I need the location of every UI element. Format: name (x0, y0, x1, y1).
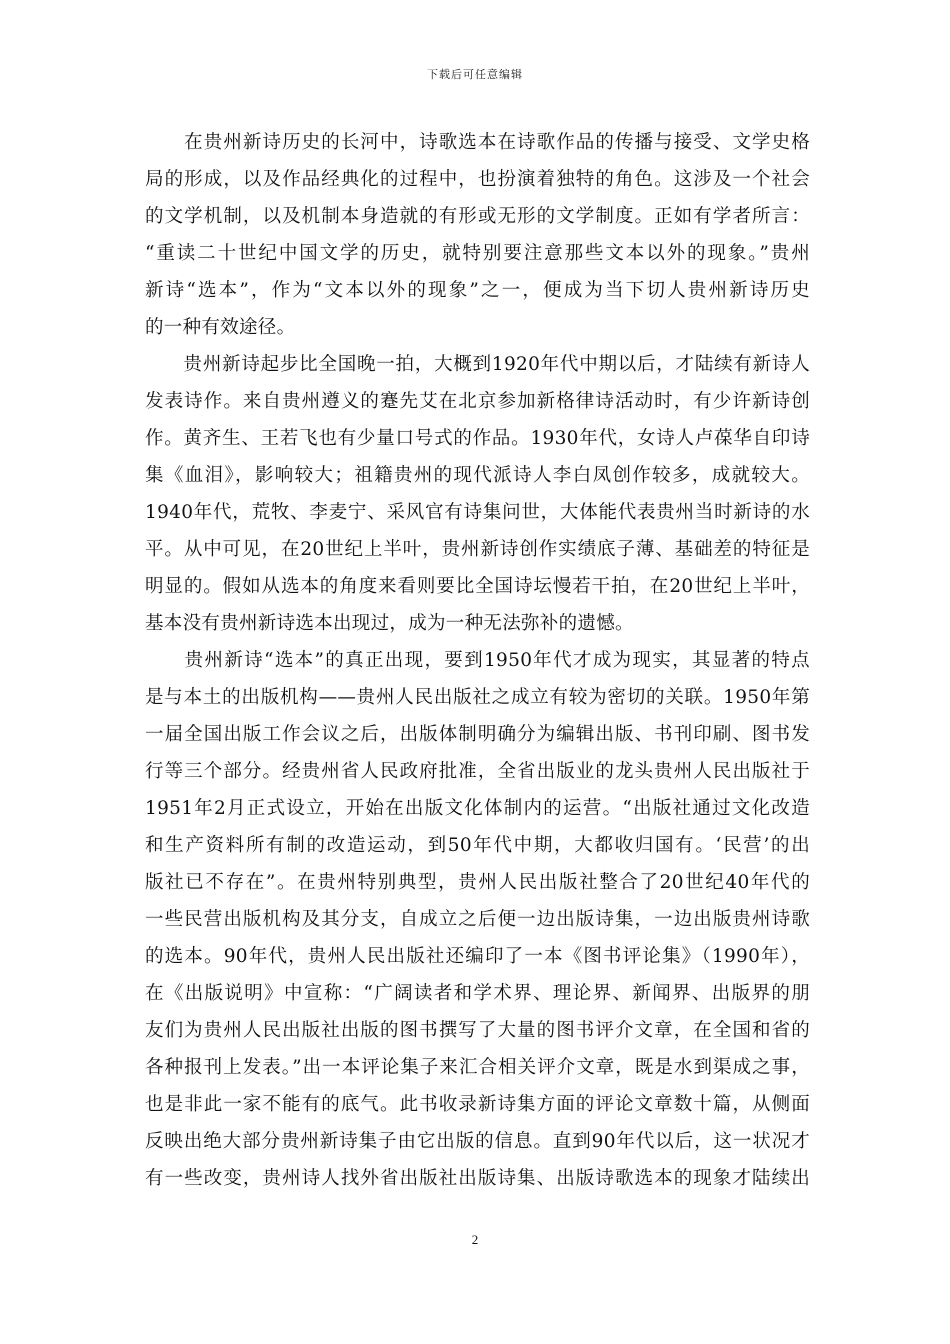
text-line: 贵州新诗起步比全国晚一拍，大概到1920年代中期以后，才陆续有新诗人 (145, 354, 810, 375)
text-line: 各种报刊上发表。”出一本评论集子来汇合相关评介文章，既是水到渠成之事， (145, 1057, 810, 1078)
paragraph-1 (145, 124, 810, 346)
text-line: 版社已不存在”。在贵州特别典型，贵州人民出版社整合了20世纪40年代的 (145, 872, 810, 893)
text-line: 在《出版说明》中宣称：“广阔读者和学术界、理论界、新闻界、出版界的朋 (145, 983, 810, 1004)
page-number: 2 (471, 1232, 479, 1247)
page-header: 下载后可任意编辑 (427, 68, 523, 81)
text-line: 平。从中可见，在20世纪上半叶，贵州新诗创作实绩底子薄、基础差的特征是 (145, 539, 810, 560)
text-line: 友们为贵州人民出版社出版的图书撰写了大量的图书评介文章，在全国和省的 (145, 1020, 810, 1041)
paragraph-2 (145, 346, 810, 642)
text-line: 基本没有贵州新诗选本出现过，成为一种无法弥补的遗憾。 (145, 613, 634, 634)
text-line: 1940年代，荒牧、李麦宁、采风官有诗集问世，大体能代表贵州当时新诗的水 (145, 502, 810, 523)
text-line: 作。黄齐生、王若飞也有少量口号式的作品。1930年代，女诗人卢葆华自印诗 (145, 428, 810, 449)
text-line: 的一种有效途径。 (145, 317, 296, 338)
text-line: 发表诗作。来自贵州遵义的蹇先艾在北京参加新格律诗活动时，有少许新诗创 (145, 391, 810, 412)
text-line: 也是非此一家不能有的底气。此书收录新诗集方面的评论文章数十篇，从侧面 (145, 1094, 810, 1115)
text-line: 一届全国出版工作会议之后，出版体制明确分为编辑出版、书刊印刷、图书发 (145, 724, 810, 745)
text-line: 是与本土的出版机构——贵州人民出版社之成立有较为密切的关联。1950年第 (145, 687, 810, 708)
text-line: 行等三个部分。经贵州省人民政府批准，全省出版业的龙头贵州人民出版社于 (145, 761, 810, 782)
text-line: 局的形成，以及作品经典化的过程中，也扮演着独特的角色。这涉及一个社会 (145, 169, 810, 190)
text-line: 反映出绝大部分贵州新诗集子由它出版的信息。直到90年代以后，这一状况才 (145, 1131, 810, 1152)
paragraph-3 (145, 642, 810, 1197)
text-line: 的文学机制，以及机制本身造就的有形或无形的文学制度。正如有学者所言： (145, 206, 810, 227)
text-line: 1951年2月正式设立，开始在出版文化体制内的运营。“出版社通过文化改造 (145, 798, 810, 819)
text-line: 贵州新诗“选本”的真正出现，要到1950年代才成为现实，其显著的特点 (145, 650, 810, 671)
text-line: 在贵州新诗历史的长河中，诗歌选本在诗歌作品的传播与接受、文学史格 (145, 132, 810, 153)
text-line: “重读二十世纪中国文学的历史，就特别要注意那些文本以外的现象。”贵州 (145, 243, 810, 264)
text-line: 的选本。90年代，贵州人民出版社还编印了一本《图书评论集》（1990年）， (145, 946, 810, 967)
text-line: 有一些改变，贵州诗人找外省出版社出版诗集、出版诗歌选本的现象才陆续出 (145, 1168, 810, 1189)
text-line: 和生产资料所有制的改造运动，到50年代中期，大都收归国有。‘民营’的出 (145, 835, 810, 856)
text-line: 明显的。假如从选本的角度来看则要比全国诗坛慢若干拍，在20世纪上半叶， (145, 576, 810, 597)
body-text (145, 124, 810, 1197)
text-line: 集《血泪》，影响较大；祖籍贵州的现代派诗人李白凤创作较多，成就较大。 (145, 465, 810, 486)
text-line: 一些民营出版机构及其分支，自成立之后便一边出版诗集，一边出版贵州诗歌 (145, 909, 810, 930)
text-line: 新诗“选本”，作为“文本以外的现象”之一，便成为当下切人贵州新诗历史 (145, 280, 810, 301)
